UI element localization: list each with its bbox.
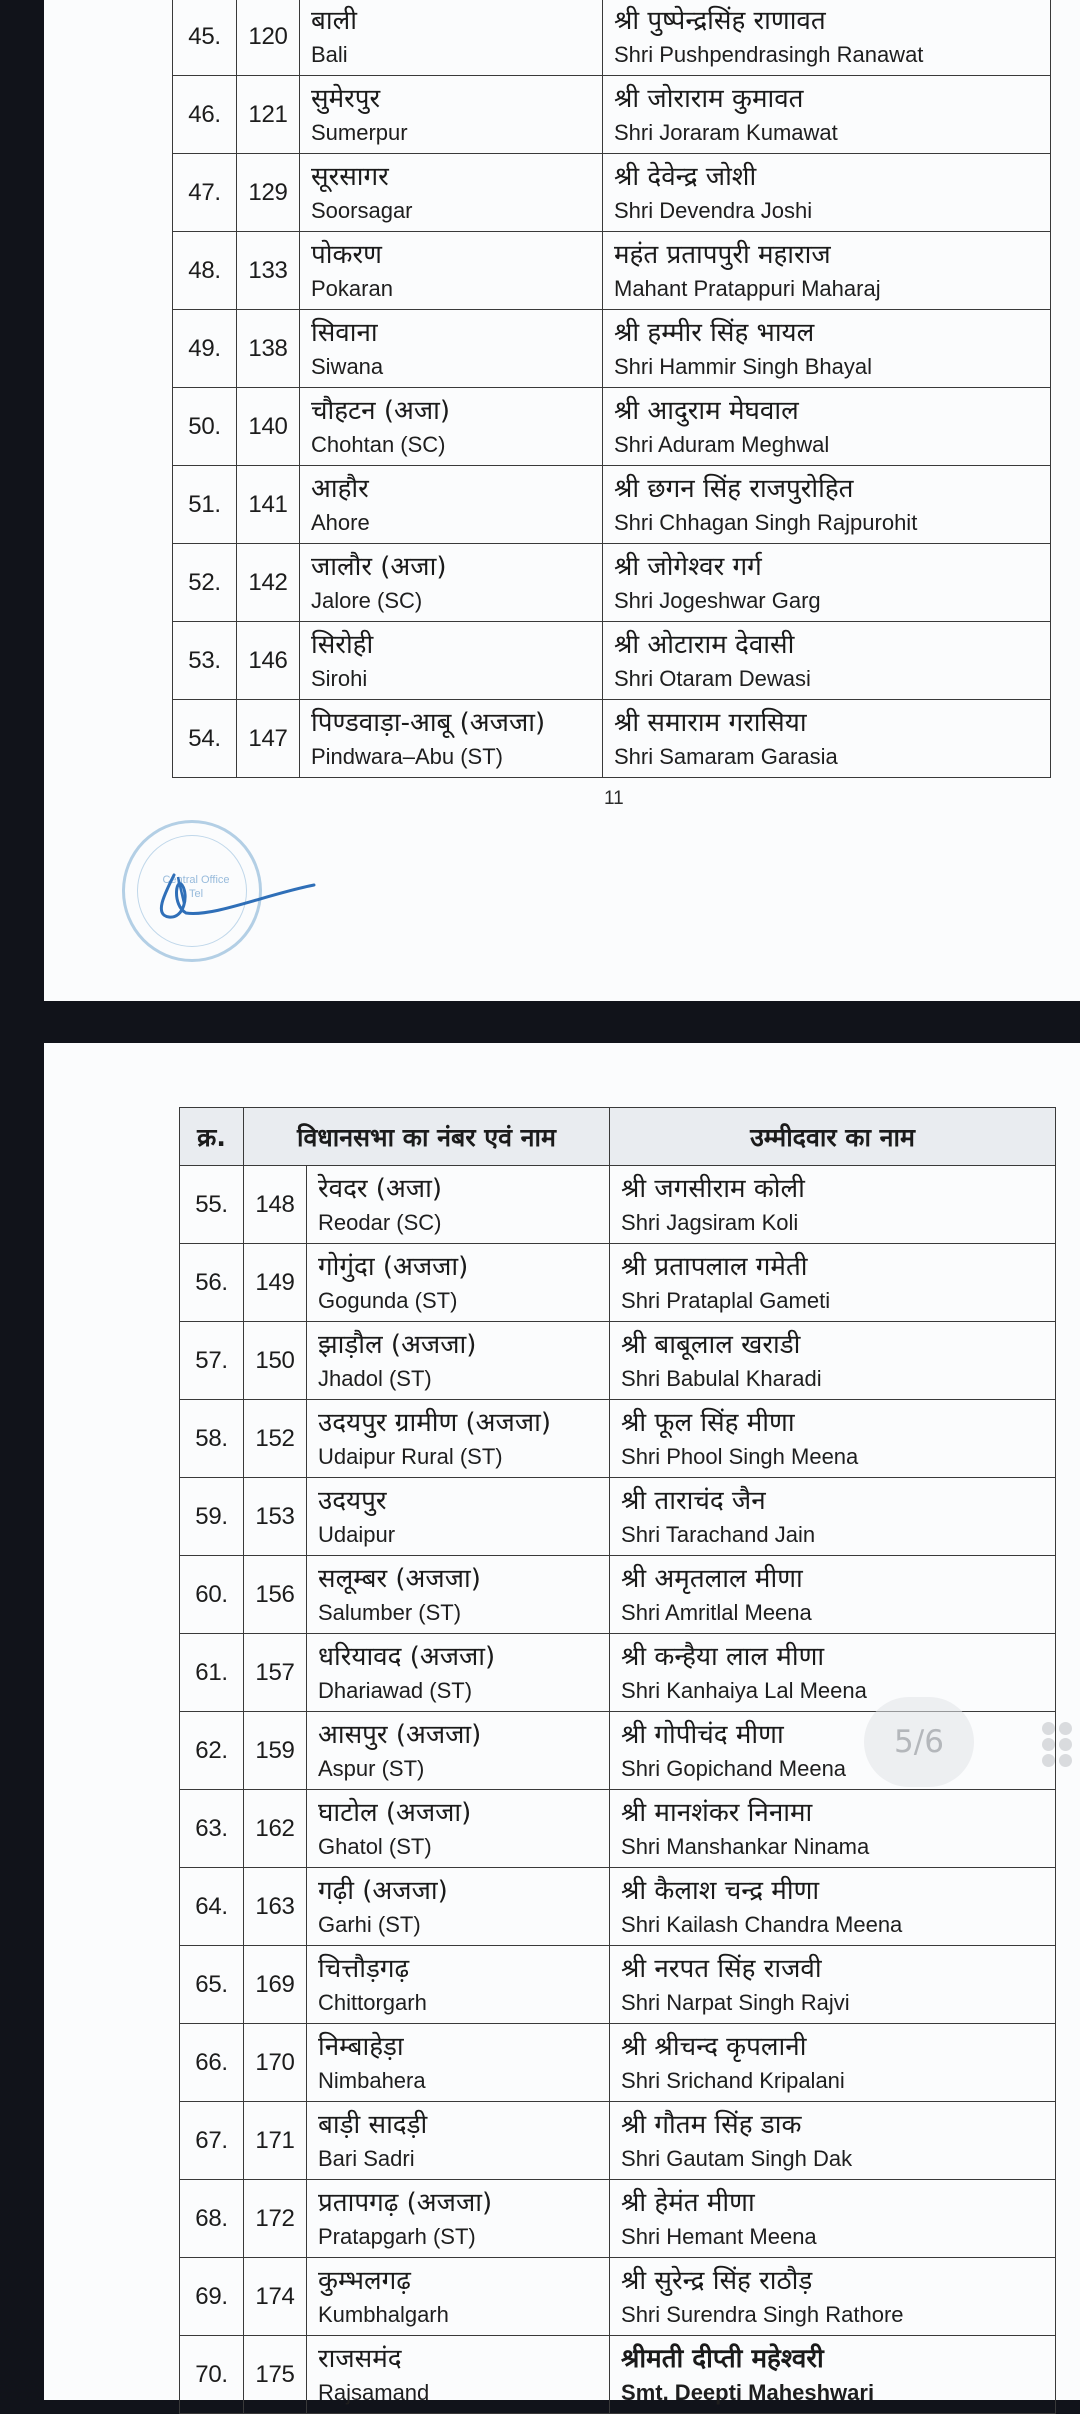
candidate-name-english: Shri Tarachand Jain: [621, 1521, 816, 1547]
serial-number: 50.: [173, 388, 237, 466]
constituency-name-hindi: घाटोल (अजजा): [318, 1797, 472, 1828]
constituency-number: 162: [244, 1790, 307, 1868]
candidate-name-hindi: श्री गौतम सिंह डाक: [621, 2109, 802, 2140]
constituency-name-english: Aspur (ST): [318, 1755, 425, 1781]
constituency-name-english: Bali: [311, 41, 348, 67]
constituency-number: 159: [244, 1712, 307, 1790]
constituency-name-english: Siwana: [311, 353, 384, 379]
candidate-name-hindi: श्री सुरेन्द्र सिंह राठौड़: [621, 2265, 813, 2296]
table-header-row: [180, 1108, 1056, 1166]
constituency-name-english: Salumber (ST): [318, 1599, 462, 1625]
candidate-name-hindi: श्री जोराराम कुमावत: [614, 83, 804, 114]
constituency-name-english: Udaipur: [318, 1521, 396, 1547]
constituency-name-hindi: सूरसागर: [311, 161, 389, 192]
candidate-name-cell: [610, 1868, 1056, 1946]
constituency-name-english: Jalore (SC): [311, 587, 423, 613]
constituency-number: 156: [244, 1556, 307, 1634]
candidate-name-hindi: श्री समाराम गरासिया: [614, 707, 807, 738]
candidate-name-cell: [603, 0, 1051, 76]
constituency-name-hindi: राजसमंद: [318, 2343, 402, 2374]
constituency-number: 141: [237, 466, 300, 544]
constituency-name-english: Sumerpur: [311, 119, 408, 145]
constituency-name-cell: [300, 466, 603, 544]
table-row: [180, 1322, 1056, 1400]
serial-number: 62.: [180, 1712, 244, 1790]
constituency-name-cell: [307, 1868, 610, 1946]
constituency-number: 169: [244, 1946, 307, 2024]
constituency-name-hindi: सिवाना: [311, 317, 378, 348]
candidate-name-cell: [610, 2258, 1056, 2336]
constituency-name-hindi: जालौर (अजा): [311, 551, 447, 582]
constituency-name-hindi: आहौर: [311, 473, 369, 504]
constituency-name-cell: [300, 544, 603, 622]
constituency-name-english: Sirohi: [311, 665, 368, 691]
candidate-name-english: Shri Surendra Singh Rathore: [621, 2301, 904, 2327]
candidate-name-hindi: श्री श्रीचन्द कृपलानी: [621, 2031, 807, 2062]
serial-number: 70.: [180, 2336, 244, 2414]
constituency-name-hindi: सलूम्बर (अजजा): [318, 1563, 481, 1594]
constituency-name-english: Udaipur Rural (ST): [318, 1443, 503, 1469]
table-row: [180, 2180, 1056, 2258]
candidate-name-hindi: श्री कन्हैया लाल मीणा: [621, 1641, 825, 1672]
candidate-name-hindi: श्री आदुराम मेघवाल: [614, 395, 799, 426]
candidate-name-english: Shri Chhagan Singh Rajpurohit: [614, 509, 918, 535]
table-row: [173, 544, 1051, 622]
constituency-name-english: Pindwara–Abu (ST): [311, 743, 503, 769]
serial-number: 60.: [180, 1556, 244, 1634]
constituency-name-hindi: आसपुर (अजजा): [318, 1719, 482, 1750]
constituency-name-english: Dhariawad (ST): [318, 1677, 473, 1703]
candidate-name-hindi: श्रीमती दीप्ती महेश्वरी: [621, 2343, 824, 2374]
candidate-name-cell: [603, 544, 1051, 622]
candidate-name-english: Shri Prataplal Gameti: [621, 1287, 831, 1313]
constituency-name-english: Gogunda (ST): [318, 1287, 458, 1313]
candidate-name-english: Shri Hemant Meena: [621, 2223, 817, 2249]
candidate-name-hindi: श्री ओटाराम देवासी: [614, 629, 795, 660]
constituency-number: 148: [244, 1166, 307, 1244]
constituency-number: 138: [237, 310, 300, 388]
candidate-name-cell: [603, 700, 1051, 778]
candidate-name-cell: [610, 1478, 1056, 1556]
candidate-name-hindi: श्री गोपीचंद मीणा: [621, 1719, 784, 1750]
constituency-number: 152: [244, 1400, 307, 1478]
candidate-name-english: Shri Devendra Joshi: [614, 197, 813, 223]
candidate-name-hindi: श्री बाबूलाल खराडी: [621, 1329, 801, 1360]
constituency-name-hindi: चित्तौड़गढ़: [318, 1953, 410, 1984]
constituency-number: 133: [237, 232, 300, 310]
table-row: [180, 2336, 1056, 2414]
constituency-name-english: Ahore: [311, 509, 370, 535]
constituency-number: 157: [244, 1634, 307, 1712]
constituency-number: 120: [237, 0, 300, 76]
candidate-name-cell: [610, 1166, 1056, 1244]
table-row: [173, 0, 1051, 76]
drag-handle-icon[interactable]: [1042, 1722, 1080, 1766]
constituency-name-hindi: बाली: [311, 5, 357, 36]
candidate-name-hindi: श्री जगसीराम कोली: [621, 1173, 805, 1204]
candidate-name-english: Shri Otaram Dewasi: [614, 665, 811, 691]
table-row: [173, 310, 1051, 388]
constituency-name-hindi: प्रतापगढ़ (अजजा): [318, 2187, 493, 2218]
constituency-number: 172: [244, 2180, 307, 2258]
candidate-table-page-11: [172, 0, 1051, 778]
candidate-name-cell: [610, 1244, 1056, 1322]
table-row: [180, 1478, 1056, 1556]
table-row: [173, 154, 1051, 232]
constituency-name-cell: [300, 232, 603, 310]
candidate-name-hindi: श्री अमृतलाल मीणा: [621, 1563, 803, 1594]
constituency-name-cell: [307, 1478, 610, 1556]
constituency-name-hindi: पिण्डवाड़ा-आबू (अजजा): [311, 707, 546, 738]
constituency-name-cell: [307, 1166, 610, 1244]
candidate-name-hindi: श्री फूल सिंह मीणा: [621, 1407, 795, 1438]
table-row: [180, 2024, 1056, 2102]
candidate-name-cell: [610, 1322, 1056, 1400]
serial-number: 61.: [180, 1634, 244, 1712]
candidate-name-hindi: श्री जोगेश्वर गर्ग: [614, 551, 762, 582]
candidate-name-cell: [603, 154, 1051, 232]
candidate-name-english: Mahant Pratappuri Maharaj: [614, 275, 881, 301]
constituency-name-cell: [307, 1400, 610, 1478]
serial-number: 67.: [180, 2102, 244, 2180]
table-row: [173, 232, 1051, 310]
constituency-name-cell: [300, 700, 603, 778]
serial-number: 58.: [180, 1400, 244, 1478]
signature-icon: [144, 855, 324, 935]
candidate-name-english: Shri Aduram Meghwal: [614, 431, 830, 457]
header-serial: क्र.: [180, 1108, 244, 1166]
table-row: [180, 1166, 1056, 1244]
constituency-name-hindi: सुमेरपुर: [311, 83, 381, 114]
serial-number: 56.: [180, 1244, 244, 1322]
serial-number: 64.: [180, 1868, 244, 1946]
constituency-name-hindi: पोकरण: [311, 239, 382, 270]
table-row: [173, 700, 1051, 778]
candidate-name-english: Shri Gopichand Meena: [621, 1755, 847, 1781]
constituency-name-english: Chohtan (SC): [311, 431, 446, 457]
constituency-name-english: Soorsagar: [311, 197, 413, 223]
candidate-name-cell: [603, 388, 1051, 466]
constituency-name-hindi: रेवदर (अजा): [318, 1173, 442, 1204]
constituency-number: 174: [244, 2258, 307, 2336]
candidate-name-cell: [603, 232, 1051, 310]
constituency-name-cell: [307, 1946, 610, 2024]
candidate-name-english: Shri Babulal Kharadi: [621, 1365, 822, 1391]
serial-number: 63.: [180, 1790, 244, 1868]
constituency-name-cell: [307, 1712, 610, 1790]
serial-number: 45.: [173, 0, 237, 76]
constituency-name-english: Pokaran: [311, 275, 393, 301]
candidate-name-cell: [603, 310, 1051, 388]
constituency-name-cell: [300, 0, 603, 76]
constituency-number: 129: [237, 154, 300, 232]
constituency-name-english: Ghatol (ST): [318, 1833, 432, 1859]
candidate-name-english: Shri Jagsiram Koli: [621, 1209, 799, 1235]
constituency-name-hindi: उदयपुर ग्रामीण (अजजा): [318, 1407, 552, 1438]
constituency-number: 171: [244, 2102, 307, 2180]
table-row: [180, 1400, 1056, 1478]
candidate-name-cell: [610, 2336, 1056, 2414]
candidate-name-english: Shri Pushpendrasingh Ranawat: [614, 41, 924, 67]
constituency-number: 142: [237, 544, 300, 622]
serial-number: 49.: [173, 310, 237, 388]
constituency-name-cell: [307, 1244, 610, 1322]
table-row: [173, 388, 1051, 466]
constituency-name-cell: [307, 2024, 610, 2102]
candidate-name-english: Shri Joraram Kumawat: [614, 119, 838, 145]
serial-number: 48.: [173, 232, 237, 310]
constituency-name-cell: [307, 2180, 610, 2258]
candidate-name-english: Shri Jogeshwar Garg: [614, 587, 821, 613]
table-row: [180, 1946, 1056, 2024]
constituency-name-english: Reodar (SC): [318, 1209, 442, 1235]
serial-number: 51.: [173, 466, 237, 544]
constituency-number: 153: [244, 1478, 307, 1556]
candidate-name-english: Shri Samaram Garasia: [614, 743, 838, 769]
candidate-name-english: Shri Narpat Singh Rajvi: [621, 1989, 850, 2015]
candidate-name-cell: [610, 1556, 1056, 1634]
candidate-name-cell: [603, 466, 1051, 544]
constituency-name-cell: [307, 1322, 610, 1400]
constituency-name-english: Jhadol (ST): [318, 1365, 432, 1391]
candidate-name-hindi: श्री प्रतापलाल गमेती: [621, 1251, 808, 1282]
constituency-name-english: Chittorgarh: [318, 1989, 427, 2015]
table-row: [180, 1790, 1056, 1868]
constituency-name-cell: [307, 2336, 610, 2414]
candidate-name-cell: [603, 622, 1051, 700]
candidate-name-hindi: श्री कैलाश चन्द्र मीणा: [621, 1875, 820, 1906]
constituency-name-hindi: सिरोही: [311, 629, 374, 660]
candidate-name-english: Shri Manshankar Ninama: [621, 1833, 870, 1859]
serial-number: 69.: [180, 2258, 244, 2336]
serial-number: 47.: [173, 154, 237, 232]
serial-number: 65.: [180, 1946, 244, 2024]
constituency-name-hindi: कुम्भलगढ़: [318, 2265, 411, 2296]
candidate-name-hindi: श्री हम्मीर सिंह भायल: [614, 317, 815, 348]
candidate-name-hindi: श्री हेमंत मीणा: [621, 2187, 755, 2218]
constituency-number: 170: [244, 2024, 307, 2102]
candidate-name-hindi: श्री मानशंकर निनामा: [621, 1797, 813, 1828]
table-row: [180, 2102, 1056, 2180]
constituency-name-hindi: गोगुंदा (अजजा): [318, 1251, 469, 1282]
serial-number: 66.: [180, 2024, 244, 2102]
constituency-name-cell: [300, 76, 603, 154]
candidate-name-hindi: श्री छगन सिंह राजपुरोहित: [614, 473, 854, 504]
constituency-number: 163: [244, 1868, 307, 1946]
candidate-name-english: Smt. Deepti Maheshwari: [621, 2379, 875, 2405]
constituency-name-cell: [307, 1790, 610, 1868]
constituency-name-hindi: झाड़ौल (अजजा): [318, 1329, 477, 1360]
constituency-number: 150: [244, 1322, 307, 1400]
serial-number: 46.: [173, 76, 237, 154]
constituency-name-cell: [300, 310, 603, 388]
table-row: [173, 76, 1051, 154]
candidate-name-english: Shri Kanhaiya Lal Meena: [621, 1677, 867, 1703]
constituency-name-cell: [300, 154, 603, 232]
candidate-name-cell: [610, 2180, 1056, 2258]
constituency-name-hindi: चौहटन (अजा): [311, 395, 451, 426]
candidate-name-hindi: श्री देवेन्द्र जोशी: [614, 161, 757, 192]
table-row: [180, 2258, 1056, 2336]
table-row: [180, 1868, 1056, 1946]
candidate-name-english: Shri Amritlal Meena: [621, 1599, 812, 1625]
constituency-name-hindi: धरियावद (अजजा): [318, 1641, 496, 1672]
constituency-name-hindi: बाड़ी सादड़ी: [318, 2109, 428, 2140]
constituency-number: 149: [244, 1244, 307, 1322]
table-row: [180, 1244, 1056, 1322]
constituency-name-english: Garhi (ST): [318, 1911, 421, 1937]
candidate-name-cell: [610, 2024, 1056, 2102]
constituency-number: 140: [237, 388, 300, 466]
constituency-name-cell: [300, 388, 603, 466]
serial-number: 68.: [180, 2180, 244, 2258]
constituency-number: 146: [237, 622, 300, 700]
header-candidate: उम्मीदवार का नाम: [610, 1108, 1056, 1166]
serial-number: 55.: [180, 1166, 244, 1244]
serial-number: 53.: [173, 622, 237, 700]
constituency-name-english: Rajsamand: [318, 2379, 430, 2405]
candidate-name-english: Shri Hammir Singh Bhayal: [614, 353, 872, 379]
constituency-name-english: Nimbahera: [318, 2067, 426, 2093]
candidate-name-english: Shri Srichand Kripalani: [621, 2067, 845, 2093]
candidate-name-cell: [610, 1400, 1056, 1478]
constituency-name-english: Kumbhalgarh: [318, 2301, 449, 2327]
candidate-name-cell: [610, 1790, 1056, 1868]
candidate-name-hindi: महंत प्रतापपुरी महाराज: [614, 239, 831, 270]
candidate-name-cell: [610, 1712, 1056, 1790]
constituency-name-cell: [300, 622, 603, 700]
table-row: [173, 622, 1051, 700]
candidate-name-hindi: श्री नरपत सिंह राजवी: [621, 1953, 822, 1984]
constituency-name-cell: [307, 2258, 610, 2336]
candidate-name-cell: [610, 2102, 1056, 2180]
table-row: [180, 1556, 1056, 1634]
constituency-name-cell: [307, 1556, 610, 1634]
candidate-name-english: Shri Phool Singh Meena: [621, 1443, 859, 1469]
document-page-11: [44, 0, 1080, 1001]
candidate-name-hindi: श्री ताराचंद जैन: [621, 1485, 766, 1516]
candidate-name-cell: [610, 1634, 1056, 1712]
constituency-number: 175: [244, 2336, 307, 2414]
candidate-name-hindi: श्री पुष्पेन्द्रसिंह राणावत: [614, 5, 826, 36]
candidate-name-cell: [603, 76, 1051, 154]
candidate-name-cell: [610, 1946, 1056, 2024]
constituency-name-english: Bari Sadri: [318, 2145, 415, 2171]
constituency-name-cell: [307, 2102, 610, 2180]
page-number: 11: [604, 788, 624, 809]
constituency-name-hindi: गढ़ी (अजजा): [318, 1875, 448, 1906]
candidate-name-english: Shri Kailash Chandra Meena: [621, 1911, 903, 1937]
candidate-name-english: Shri Gautam Singh Dak: [621, 2145, 853, 2171]
constituency-number: 121: [237, 76, 300, 154]
serial-number: 54.: [173, 700, 237, 778]
constituency-name-english: Pratapgarh (ST): [318, 2223, 476, 2249]
constituency-name-cell: [307, 1634, 610, 1712]
table-row: [173, 466, 1051, 544]
constituency-name-hindi: निम्बाहेड़ा: [318, 2031, 404, 2062]
page-indicator: 5/6: [864, 1697, 974, 1787]
header-constituency: विधानसभा का नंबर एवं नाम: [244, 1108, 610, 1166]
stamp-text: Central Office Tel: [162, 874, 230, 900]
constituency-number: 147: [237, 700, 300, 778]
serial-number: 59.: [180, 1478, 244, 1556]
serial-number: 57.: [180, 1322, 244, 1400]
constituency-name-hindi: उदयपुर: [318, 1485, 387, 1516]
serial-number: 52.: [173, 544, 237, 622]
